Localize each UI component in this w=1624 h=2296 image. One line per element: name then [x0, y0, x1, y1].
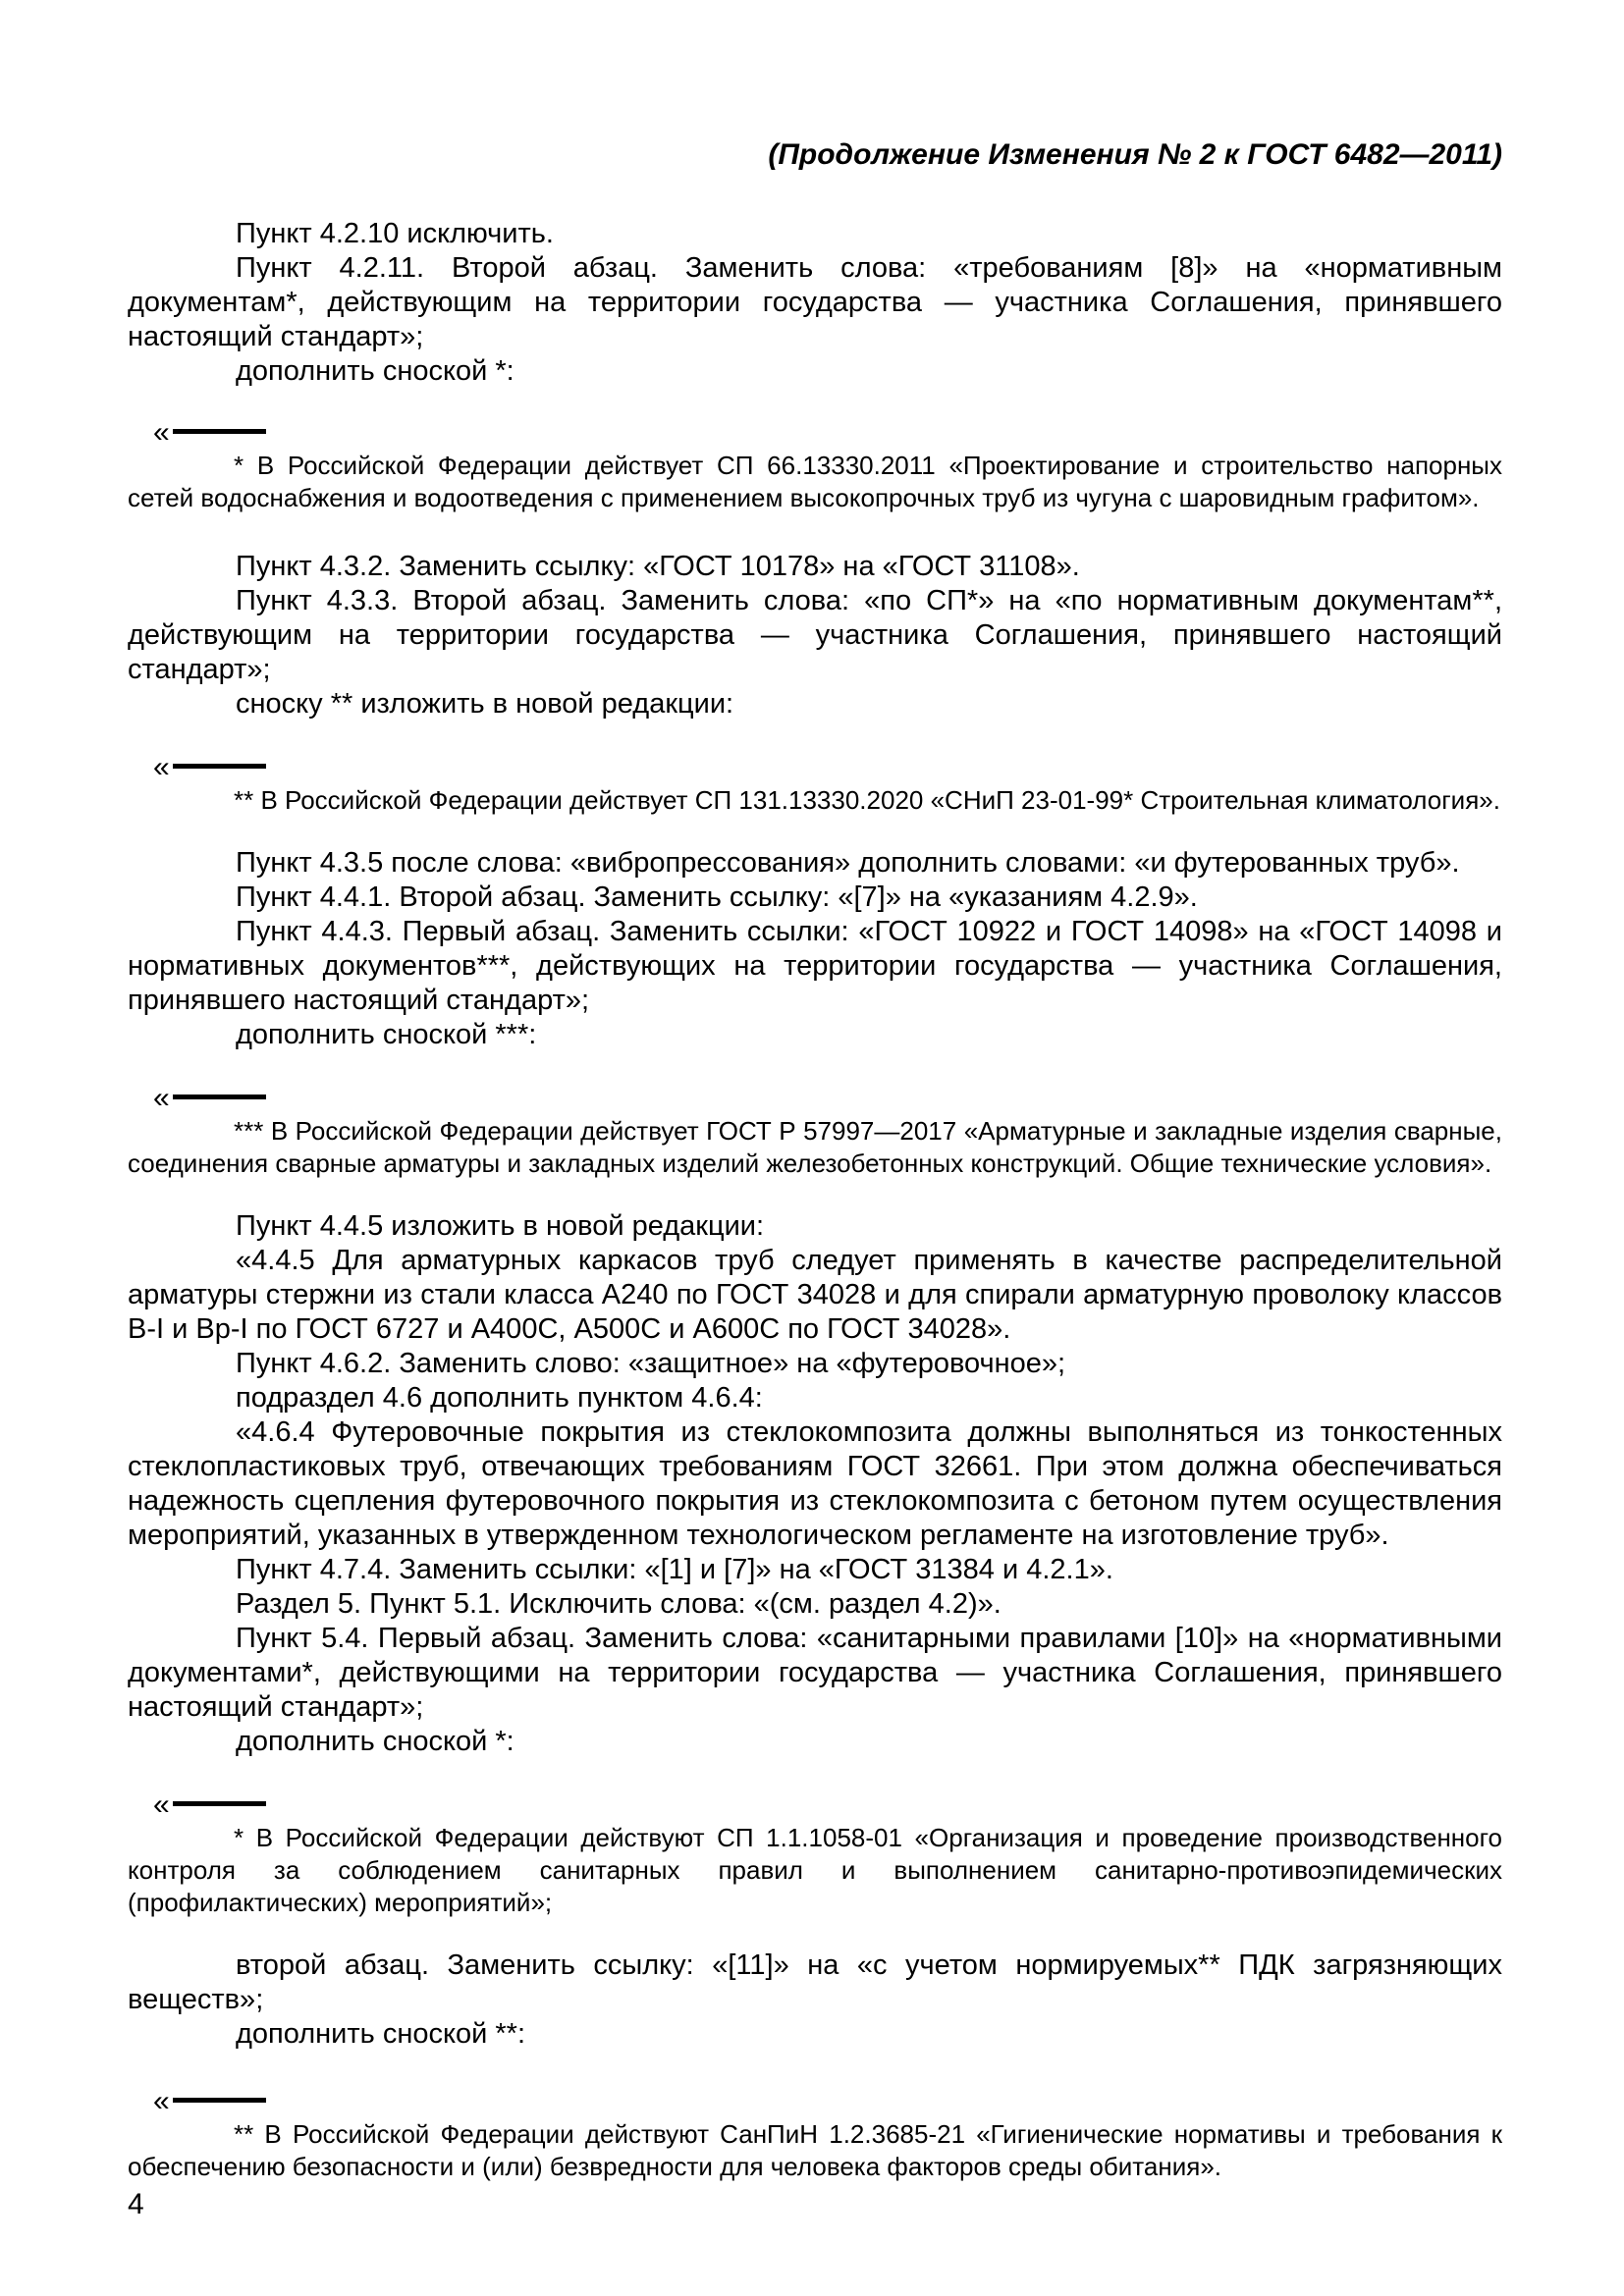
- footnote-rule: [173, 764, 266, 769]
- amendment-section-5: [128, 1949, 1502, 2052]
- paragraph-add-footnote: дополнить сноской *:: [236, 1726, 514, 1757]
- paragraph-punkt-5-4: Пункт 5.4. Первый абзац. Заменить слова: «санитарными правилами [10]» на «нормативными документами*, действующими на территории государства — участника Соглашения, принявшего настоящий стандарт»;: [128, 1623, 1502, 1723]
- footnote-block-1: [128, 450, 1502, 514]
- footnote-separator: [153, 1790, 1502, 1820]
- footnote-text: ** В Российской Федерации действует СП 131.13330.2020 «СНиП 23-01-99* Строительная климатология».: [234, 785, 1500, 815]
- paragraph-punkt-4-2-11: Пункт 4.2.11. Второй абзац. Заменить слова: «требованиям [8]» на «нормативным документам*, действующим на территории государства — участника Соглашения, принявшего настоящий стандарт»;: [128, 252, 1502, 352]
- footnote-text: ** В Российской Федерации действуют СанПиН 1.2.3685-21 «Гигиенические нормативы и требования к обеспечению безопасности и (или) безвредности для человека факторов среды обитания».: [128, 2119, 1502, 2181]
- paragraph-razdel-5-punkt-5-1: Раздел 5. Пункт 5.1. Исключить слова: «(см. раздел 4.2)».: [236, 1588, 1001, 1620]
- footnote-rule: [173, 1801, 266, 1806]
- paragraph-add-footnote: дополнить сноской ***:: [236, 1019, 537, 1050]
- footnote-block-5: [128, 2118, 1502, 2183]
- paragraph-punkt-4-3-5: Пункт 4.3.5 после слова: «вибропрессования» дополнить словами: «и футерованных труб».: [236, 847, 1460, 879]
- paragraph-punkt-4-6-2: Пункт 4.6.2. Заменить слово: «защитное» на «футеровочное»;: [236, 1348, 1066, 1379]
- paragraph-punkt-4-4-5: Пункт 4.4.5 изложить в новой редакции:: [236, 1210, 765, 1242]
- footnote-separator: [153, 1084, 1502, 1113]
- open-quote-mark: «: [153, 1789, 170, 1821]
- open-quote-mark: «: [153, 2085, 170, 2117]
- paragraph-punkt-4-4-3: Пункт 4.4.3. Первый абзац. Заменить ссылки: «ГОСТ 10922 и ГОСТ 14098» на «ГОСТ 14098 и нормативных документов***, действующих на территории государства — участника Соглашения, принявшего настоящий стандарт»;: [128, 916, 1502, 1016]
- footnote-rule: [173, 1095, 266, 1099]
- paragraph-punkt-4-2-10: Пункт 4.2.10 исключить.: [236, 218, 554, 249]
- paragraph-punkt-4-3-2: Пункт 4.3.2. Заменить ссылку: «ГОСТ 10178» на «ГОСТ 31108».: [236, 551, 1080, 582]
- paragraph-footnote-new-edition: сноску ** изложить в новой редакции:: [236, 688, 734, 720]
- paragraph-punkt-4-4-1: Пункт 4.4.1. Второй абзац. Заменить ссылку: «[7]» на «указаниям 4.2.9».: [236, 881, 1198, 913]
- paragraph-add-footnote: дополнить сноской **:: [236, 2018, 525, 2050]
- amendment-section-1: [128, 217, 1502, 389]
- paragraph-punkt-4-4-5-text: «4.4.5 Для арматурных каркасов труб следует применять в качестве распределительной арматуры стержни из стали класса А240 по ГОСТ 34028 и для спирали арматурную проволоку классов В-I и Вр-I по ГОСТ 6727 и А400С, А500С и А600С по ГОСТ 34028».: [128, 1245, 1502, 1345]
- page-content: [128, 0, 1502, 2221]
- amendment-section-2: [128, 550, 1502, 721]
- footnote-text: *** В Российской Федерации действует ГОСТ Р 57997—2017 «Арматурные и закладные изделия сварные, соединения сварные арматуры и закладных изделий железобетонных конструкций. Общие технические условия».: [128, 1116, 1502, 1178]
- footnote-block-4: [128, 1822, 1502, 1919]
- footnote-text: * В Российской Федерации действуют СП 1.1.1058-01 «Организация и проведение производственного контроля за соблюдением санитарных правил и выполнением санитарно-противоэпидемических (профилактических) мероприятий»;: [128, 1823, 1502, 1917]
- paragraph-add-footnote: дополнить сноской *:: [236, 355, 514, 387]
- footnote-separator: [153, 418, 1502, 448]
- amendment-section-3: [128, 846, 1502, 1052]
- paragraph-punkt-4-6-4-text: «4.6.4 Футеровочные покрытия из стеклокомпозита должны выполняться из тонкостенных стеклопластиковых труб, отвечающих требованиям ГОСТ 32661. При этом должна обеспечиваться надежность сцепления футеровочного покрытия из стеклокомпозита с бетоном путем осуществления мероприятий, указанных в утвержденном технологическом регламенте на изготовление труб».: [128, 1416, 1502, 1551]
- paragraph-punkt-4-3-3: Пункт 4.3.3. Второй абзац. Заменить слова: «по СП*» на «по нормативным документам**, действующим на территории государства — участника Соглашения, принявшего настоящий стандарт»;: [128, 585, 1502, 685]
- open-quote-mark: «: [153, 1082, 170, 1114]
- footnote-block-2: [128, 784, 1502, 817]
- footnote-separator: [153, 753, 1502, 782]
- footnote-text: * В Российской Федерации действует СП 66.13330.2011 «Проектирование и строительство напорных сетей водоснабжения и водоотведения с применением высокопрочных труб из чугуна с шаровидным графитом».: [128, 451, 1502, 512]
- footnote-separator: [153, 2087, 1502, 2116]
- continuation-header: (Продолжение Изменения № 2 к ГОСТ 6482—2011): [768, 138, 1502, 171]
- paragraph-podrazdel-4-6: подраздел 4.6 дополнить пунктом 4.6.4:: [236, 1382, 763, 1414]
- open-quote-mark: «: [153, 416, 170, 449]
- footnote-rule: [173, 429, 266, 434]
- open-quote-mark: «: [153, 751, 170, 783]
- paragraph-punkt-4-7-4: Пункт 4.7.4. Заменить ссылки: «[1] и [7]» на «ГОСТ 31384 и 4.2.1».: [236, 1554, 1113, 1585]
- page-number: 4: [128, 2188, 144, 2220]
- amendment-section-4: [128, 1209, 1502, 1759]
- paragraph-second-abzac: второй абзац. Заменить ссылку: «[11]» на «с учетом нормируемых** ПДК загрязняющих веществ»;: [128, 1949, 1502, 2015]
- footnote-block-3: [128, 1115, 1502, 1180]
- footnote-rule: [173, 2098, 266, 2103]
